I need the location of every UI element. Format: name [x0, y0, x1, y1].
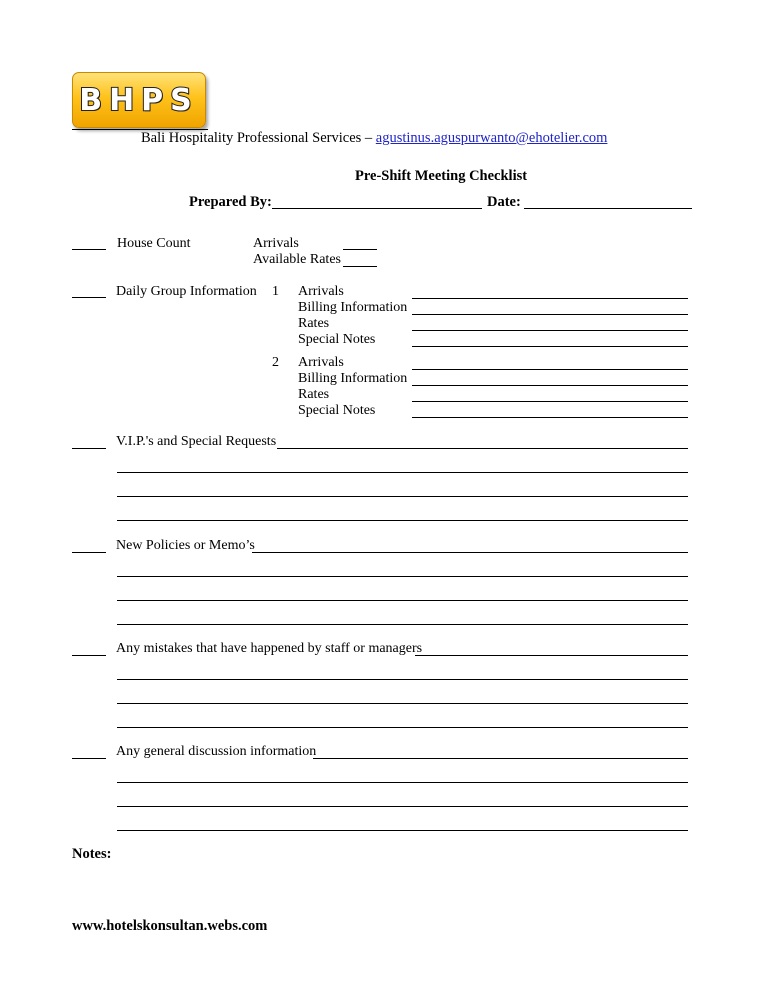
date-label: Date: [487, 194, 521, 210]
org-line [141, 130, 607, 147]
date-field[interactable] [524, 208, 692, 209]
group-field-line[interactable] [412, 369, 688, 370]
prepared-by-label: Prepared By: [189, 194, 272, 210]
group-number: 1 [272, 284, 279, 299]
policies-line[interactable] [117, 600, 688, 601]
group-field-label: Arrivals [298, 355, 344, 370]
discussion-line[interactable] [117, 806, 688, 807]
discussion-check[interactable] [72, 758, 106, 759]
email-link[interactable]: agustinus.aguspurwanto@ehotelier.com [375, 130, 608, 146]
group-number: 2 [272, 355, 279, 370]
org-name: Bali Hospitality Professional Services – [141, 130, 376, 146]
policies-line[interactable] [117, 624, 688, 625]
discussion-line[interactable] [313, 758, 688, 759]
mistakes-line[interactable] [117, 703, 688, 704]
house-count-label: House Count [117, 236, 191, 251]
mistakes-label: Any mistakes that have happened by staff or managers [116, 641, 423, 656]
bhps-logo [72, 72, 206, 128]
footer-website[interactable]: www.hotelskonsultan.webs.com [72, 918, 268, 934]
notes-label: Notes: [72, 846, 112, 862]
logo-text: BHPS [79, 82, 199, 118]
group-field-label: Special Notes [298, 403, 376, 418]
group-field-label: Billing Information [298, 371, 408, 386]
group-field-line[interactable] [412, 330, 688, 331]
policies-label: New Policies or Memo’s [116, 538, 255, 553]
group-field-line[interactable] [412, 401, 688, 402]
available-rates-label: Available Rates [253, 252, 341, 267]
group-field-label: Special Notes [298, 332, 376, 347]
house-count-check[interactable] [72, 249, 106, 250]
mistakes-line[interactable] [415, 655, 688, 656]
prepared-by-field[interactable] [272, 208, 482, 209]
policies-line[interactable] [117, 576, 688, 577]
discussion-label: Any general discussion information [116, 744, 317, 759]
group-field-line[interactable] [412, 314, 688, 315]
discussion-line[interactable] [117, 782, 688, 783]
group-field-label: Rates [298, 387, 330, 402]
group-field-line[interactable] [412, 385, 688, 386]
policies-line[interactable] [252, 552, 688, 553]
group-field-label: Rates [298, 316, 330, 331]
group-field-line[interactable] [412, 298, 688, 299]
discussion-line[interactable] [117, 830, 688, 831]
form-title: Pre-Shift Meeting Checklist [355, 168, 528, 184]
vip-check[interactable] [72, 448, 106, 449]
available-rates-field[interactable] [343, 266, 377, 267]
mistakes-line[interactable] [117, 679, 688, 680]
group-field-label: Arrivals [298, 284, 344, 299]
policies-check[interactable] [72, 552, 106, 553]
arrivals-field[interactable] [343, 249, 377, 250]
vip-label: V.I.P.'s and Special Requests [116, 434, 277, 449]
vip-line[interactable] [117, 472, 688, 473]
group-field-line[interactable] [412, 346, 688, 347]
vip-line[interactable] [277, 448, 688, 449]
group-field-line[interactable] [412, 417, 688, 418]
group-field-label: Billing Information [298, 300, 408, 315]
arrivals-label: Arrivals [253, 236, 299, 251]
mistakes-line[interactable] [117, 727, 688, 728]
vip-line[interactable] [117, 496, 688, 497]
group-info-label: Daily Group Information [116, 284, 257, 299]
mistakes-check[interactable] [72, 655, 106, 656]
vip-line[interactable] [117, 520, 688, 521]
group-info-check[interactable] [72, 297, 106, 298]
